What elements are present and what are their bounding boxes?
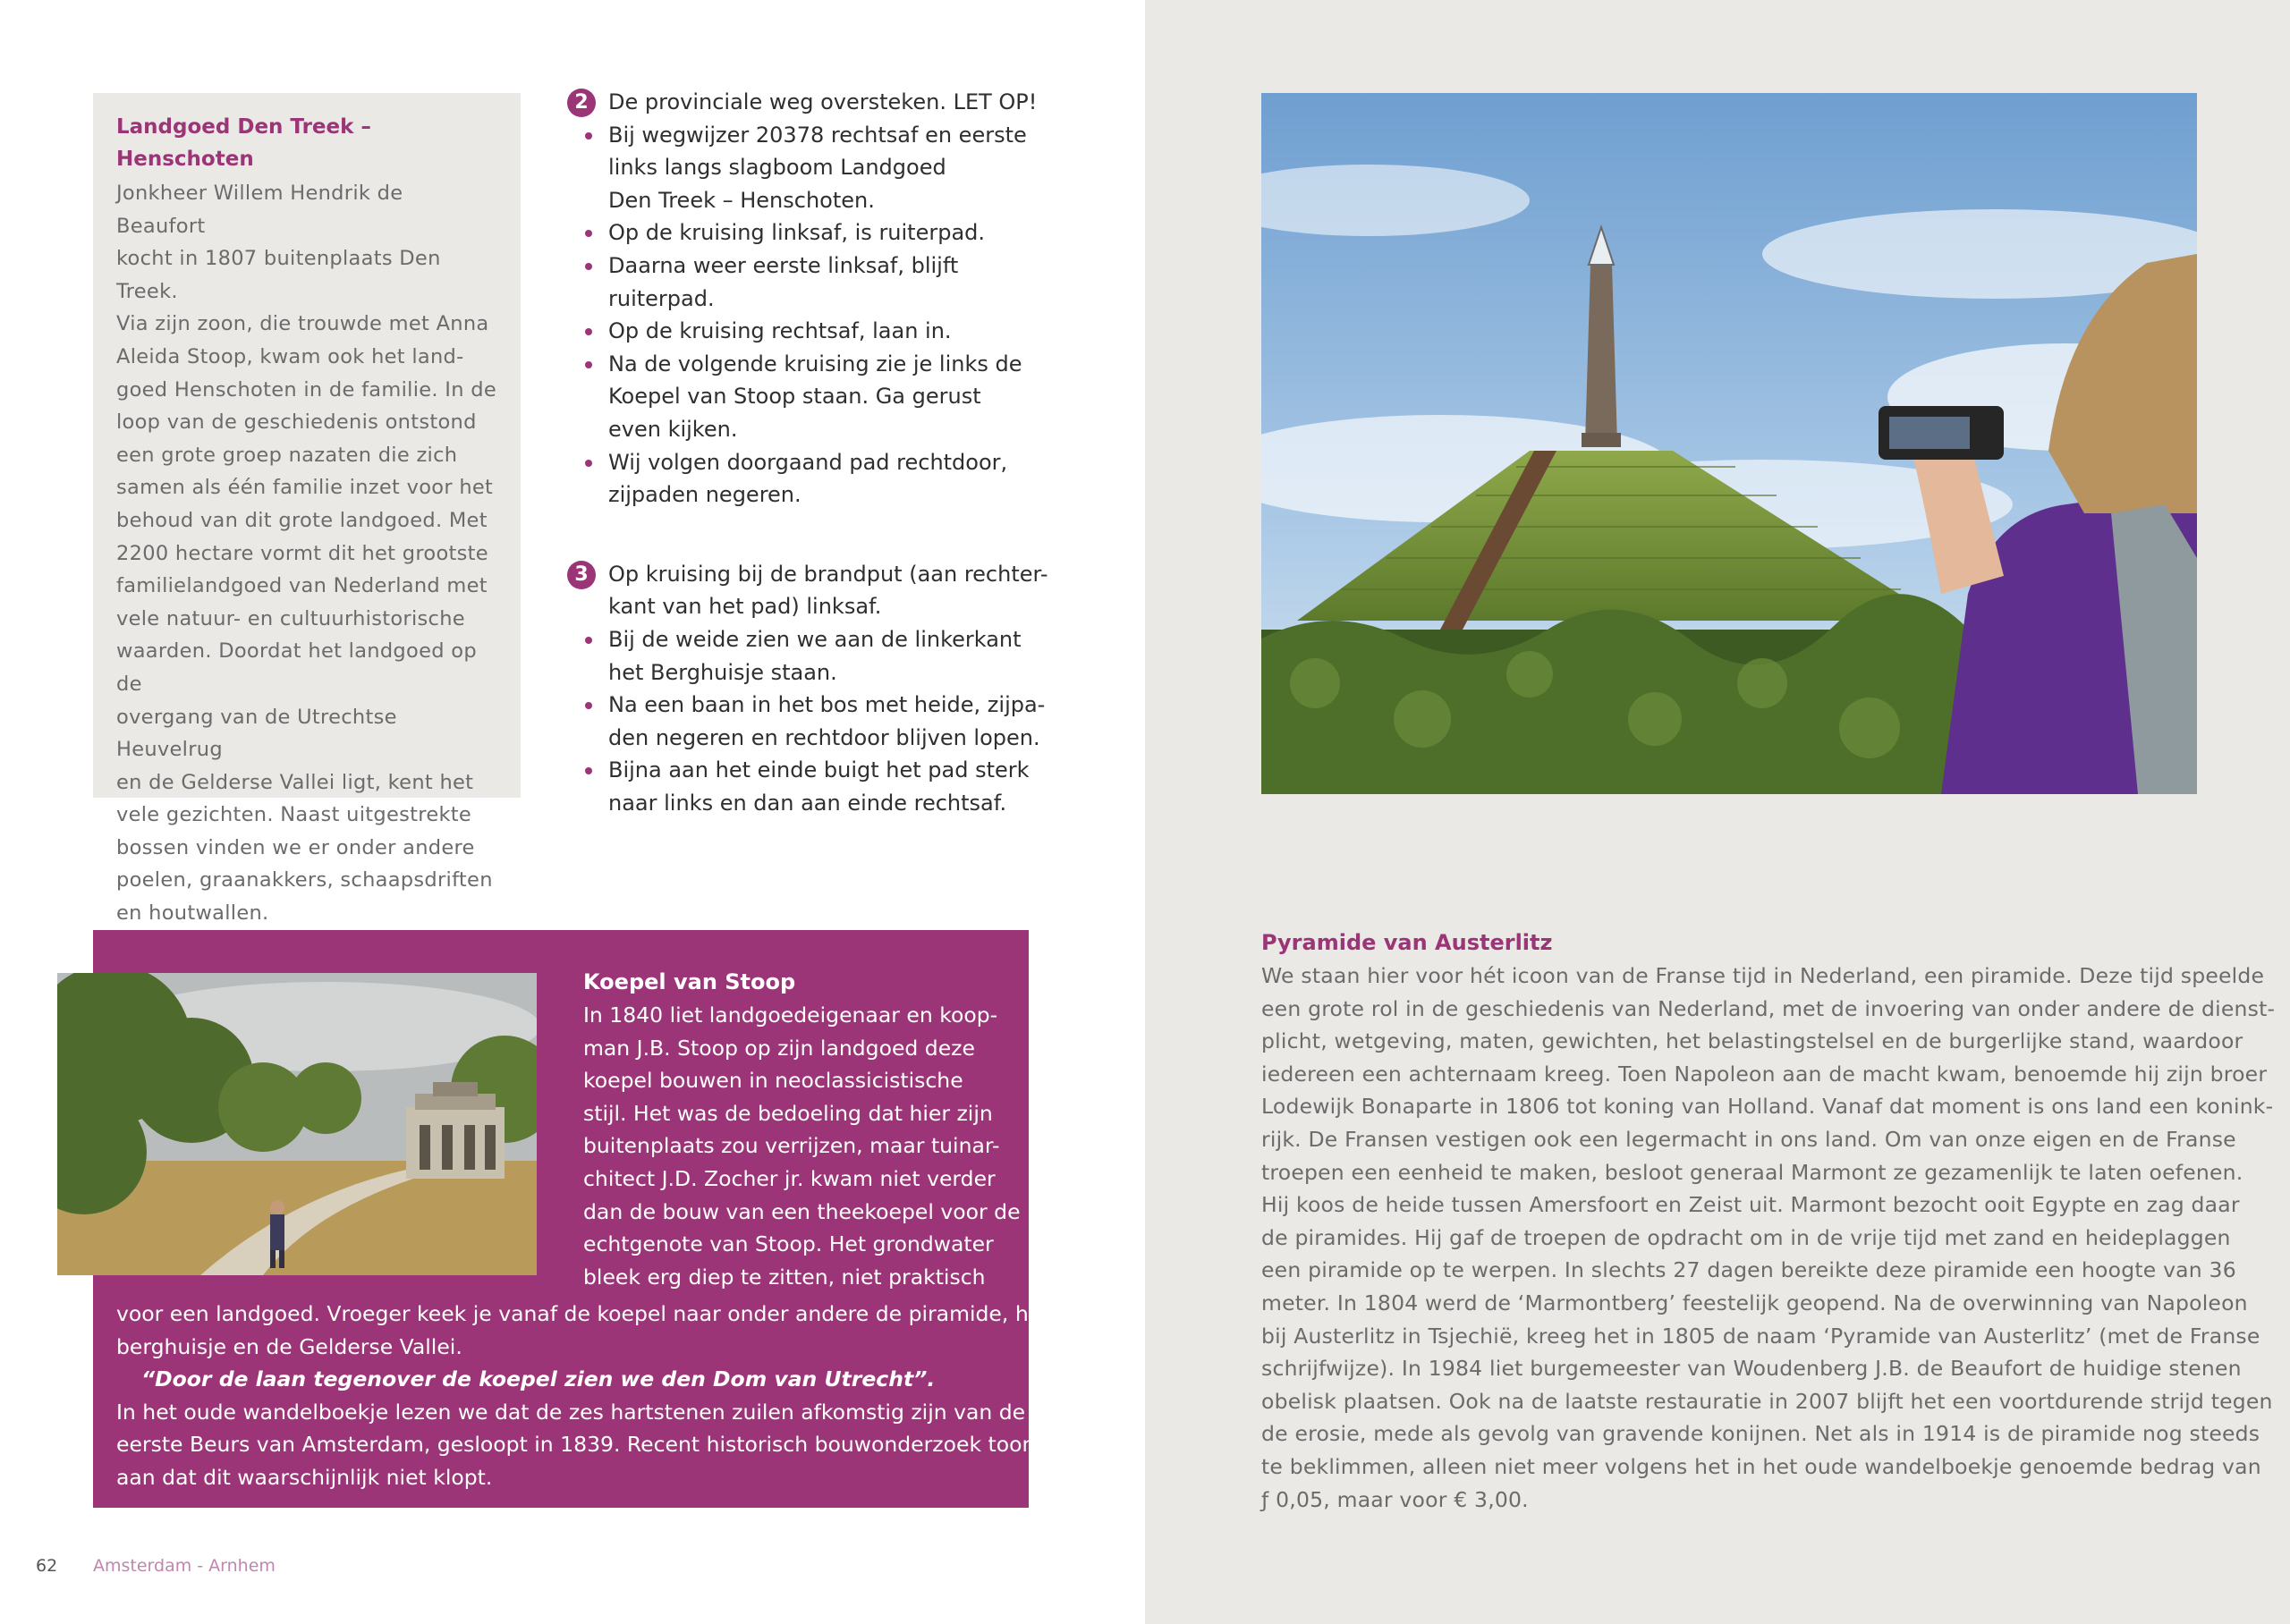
route-item-line: Op de kruising linksaf, is ruiterpad.: [608, 220, 986, 246]
sidebar-line: poelen, graanakkers, schaapsdriften: [116, 868, 493, 892]
sidebar-line: bossen vinden we er onder andere: [116, 835, 475, 859]
sidebar-line: behoud van dit grote landgoed. Met: [116, 508, 488, 532]
route-item-line: Na de volgende kruising zie je links de: [608, 351, 1022, 376]
route-item-line: het Berghuisje staan.: [608, 659, 837, 685]
text-line: dan de bouw van een theekoepel voor de: [583, 1198, 1021, 1224]
text-line: man J.B. Stoop op zijn landgoed deze: [583, 1035, 975, 1061]
route-instructions: [565, 86, 1048, 866]
pyramide-title: Pyramide van Austerlitz: [1261, 930, 1553, 955]
route-item: [565, 315, 1048, 348]
route-item-line: Na een baan in het bos met heide, zijpa-: [608, 692, 1046, 718]
sidebar-line: samen als één familie inzet voor het: [116, 476, 494, 500]
step-heading-line: Op kruising bij de brandput (aan rechter-: [608, 561, 1048, 587]
sidebar-line: een grote groep nazaten die zich: [116, 443, 458, 467]
route-item-line: Den Treek – Henschoten.: [608, 187, 875, 213]
koepel-illustration: [57, 973, 537, 1275]
page-number: 62: [36, 1556, 58, 1576]
text-line: plicht, wetgeving, maten, gewichten, het belastingstelsel en de burgerlijke stand, waardoor: [1261, 1028, 2243, 1054]
sidebar-line: vele gezichten. Naast uitgestrekte: [116, 803, 472, 827]
text-line: een piramide op te werpen. In slechts 27 dagen bereikte deze piramide een hoogte van 36: [1261, 1257, 2236, 1283]
sidebar-line: goed Henschoten in de familie. In de: [116, 377, 496, 402]
sidebar-line: 2200 hectare vormt dit het grootste: [116, 541, 488, 565]
step-items: [565, 119, 1048, 512]
sidebar-line: en de Gelderse Vallei ligt, kent het: [116, 770, 474, 794]
pyramid-photo: [1261, 93, 2197, 794]
koepel-text-full: [116, 1298, 1050, 1494]
sidebar-text: [116, 177, 497, 930]
pyramid-illustration: [1261, 93, 2197, 794]
sidebar-line: waarden. Doordat het landgoed op de: [116, 639, 477, 696]
sidebar-box-den-treek: [93, 93, 521, 926]
step-number-badge: 3: [567, 561, 596, 589]
route-item: [565, 119, 1048, 217]
sidebar-line: Aleida Stoop, kwam ook het land-: [116, 344, 464, 368]
step-heading: De provinciale weg oversteken. LET OP!: [608, 89, 1038, 114]
text-line: bleek erg diep te zitten, niet praktisch: [583, 1264, 986, 1290]
route-item-line: den negeren en rechtdoor blijven lopen.: [608, 724, 1040, 750]
running-title: Amsterdam - Arnhem: [93, 1556, 276, 1576]
sidebar-line: en houtwallen.: [116, 901, 269, 926]
sidebar-title: Landgoed Den Treek – Henschoten: [116, 115, 371, 171]
text-line: buitenplaats zou verrijzen, maar tuinar-: [583, 1133, 1000, 1159]
text-line: meter. In 1804 werd de ‘Marmontberg’ feestelijk geopend. Na de overwinning van Napoleon: [1261, 1290, 2248, 1315]
route-item: [565, 348, 1048, 446]
route-item: [565, 689, 1048, 754]
koepel-line: aan dat dit waarschijnlijk niet klopt.: [116, 1464, 493, 1490]
text-line: troepen een eenheid te maken, besloot generaal Marmont ze gezamenlijk te laten oefenen.: [1261, 1159, 2243, 1185]
koepel-line: eerste Beurs van Amsterdam, gesloopt in 1839. Recent historisch bouwonderzoek toont: [116, 1432, 1044, 1458]
route-item: [565, 216, 1048, 250]
route-item-line: Bij de weide zien we aan de linkerkant: [608, 626, 1022, 652]
text-line: een grote rol in de geschiedenis van Nederland, met de invoering van onder andere de dienst-: [1261, 995, 2276, 1021]
sidebar-line: Via zijn zoon, die trouwde met Anna: [116, 312, 489, 336]
route-item: [565, 623, 1048, 689]
sidebar-line: familielandgoed van Nederland met: [116, 574, 488, 598]
step-number-badge: 2: [567, 89, 596, 117]
route-item-line: Wij volgen doorgaand pad rechtdoor,: [608, 449, 1008, 475]
text-line: bij Austerlitz in Tsjechië, kreeg het in 1805 de naam ‘Pyramide van Austerlitz’ (met de Franse: [1261, 1323, 2260, 1349]
text-line: de piramides. Hij gaf de troepen de opdracht om in de vrije tijd met zand en heideplaggen: [1261, 1224, 2231, 1250]
route-item-line: even kijken.: [608, 416, 738, 442]
route-item-line: zijpaden negeren.: [608, 482, 802, 508]
koepel-line: berghuisje en de Gelderse Vallei.: [116, 1333, 462, 1359]
step-heading-line: kant van het pad) linksaf.: [608, 594, 882, 620]
koepel-text-side: [583, 999, 1022, 1293]
step-items: [565, 623, 1048, 820]
route-item-line: Op de kruising rechtsaf, laan in.: [608, 318, 952, 344]
sidebar-line: overgang van de Utrechtse Heuvelrug: [116, 705, 397, 762]
text-line: stijl. Het was de bedoeling dat hier zijn: [583, 1100, 993, 1126]
text-line: We staan hier voor hét icoon van de Franse tijd in Nederland, een piramide. Deze tijd speelde: [1261, 963, 2265, 988]
route-step-3: [565, 558, 1048, 820]
route-item-line: Bij wegwijzer 20378 rechtsaf en eerste: [608, 122, 1027, 148]
text-line: Hij koos de heide tussen Amersfoort en Zeist uit. Marmont bezocht ooit Egypte en zag daar: [1261, 1192, 2240, 1218]
route-item-line: Bijna aan het einde buigt het pad sterk: [608, 757, 1030, 783]
sidebar-line: loop van de geschiedenis ontstond: [116, 410, 477, 435]
text-line: chitect J.D. Zocher jr. kwam niet verder: [583, 1165, 996, 1191]
text-line: iedereen een achternaam kreeg. Toen Napoleon aan de macht kwam, benoemde hij zijn broer: [1261, 1061, 2268, 1087]
text-line: te beklimmen, alleen niet meer volgens het in het oude wandelboekje genoemde bedrag van: [1261, 1453, 2261, 1479]
text-line: In 1840 liet landgoedeigenaar en koop-: [583, 1002, 998, 1028]
text-line: rijk. De Fransen vestigen ook een legermacht in ons land. Om van onze eigen en de Franse: [1261, 1126, 2236, 1152]
text-line: de erosie, mede als gevolg van gravende konijnen. Net als in 1914 is de piramide nog steeds: [1261, 1421, 2260, 1447]
route-item: [565, 446, 1048, 512]
text-line: obelisk plaatsen. Ook na de laatste restauratie in 2007 blijft het een voortdurende strijd tegen: [1261, 1388, 2273, 1414]
route-item: [565, 250, 1048, 315]
route-item-line: Koepel van Stoop staan. Ga gerust: [608, 384, 981, 410]
sidebar-line: Jonkheer Willem Hendrik de Beaufort: [116, 182, 403, 238]
text-line: koepel bouwen in neoclassicistische: [583, 1068, 963, 1094]
route-item-line: links langs slagboom Landgoed: [608, 155, 946, 181]
pyramide-text: [1261, 960, 2276, 1516]
route-item-line: naar links en dan aan einde rechtsaf.: [608, 790, 1007, 816]
route-item-line: ruiterpad.: [608, 285, 715, 311]
text-line: Lodewijk Bonaparte in 1806 tot koning van Holland. Vanaf dat moment is ons land een konink-: [1261, 1094, 2274, 1120]
koepel-photo: [57, 973, 537, 1275]
koepel-line: In het oude wandelboekje lezen we dat de zes hartstenen zuilen afkomstig zijn van de: [116, 1399, 1026, 1425]
text-line: ƒ 0,05, maar voor € 3,00.: [1261, 1486, 1529, 1512]
koepel-line: voor een landgoed. Vroeger keek je vanaf de koepel naar onder andere de piramide, het: [116, 1301, 1050, 1326]
sidebar-line: vele natuur- en cultuurhistorische: [116, 606, 465, 630]
text-line: schrijfwijze). In 1984 liet burgemeester van Woudenberg J.B. de Beaufort de huidige stenen: [1261, 1356, 2242, 1382]
sidebar-line: kocht in 1807 buitenplaats Den Treek.: [116, 247, 441, 303]
route-item: [565, 754, 1048, 819]
route-step-2: [565, 86, 1048, 512]
koepel-quote: “Door de laan tegenover de koepel zien we den Dom van Utrecht”.: [141, 1366, 936, 1392]
text-line: echtgenote van Stoop. Het grondwater: [583, 1231, 994, 1257]
route-item-line: Daarna weer eerste linksaf, blijft: [608, 252, 959, 278]
koepel-title: Koepel van Stoop: [583, 969, 796, 994]
